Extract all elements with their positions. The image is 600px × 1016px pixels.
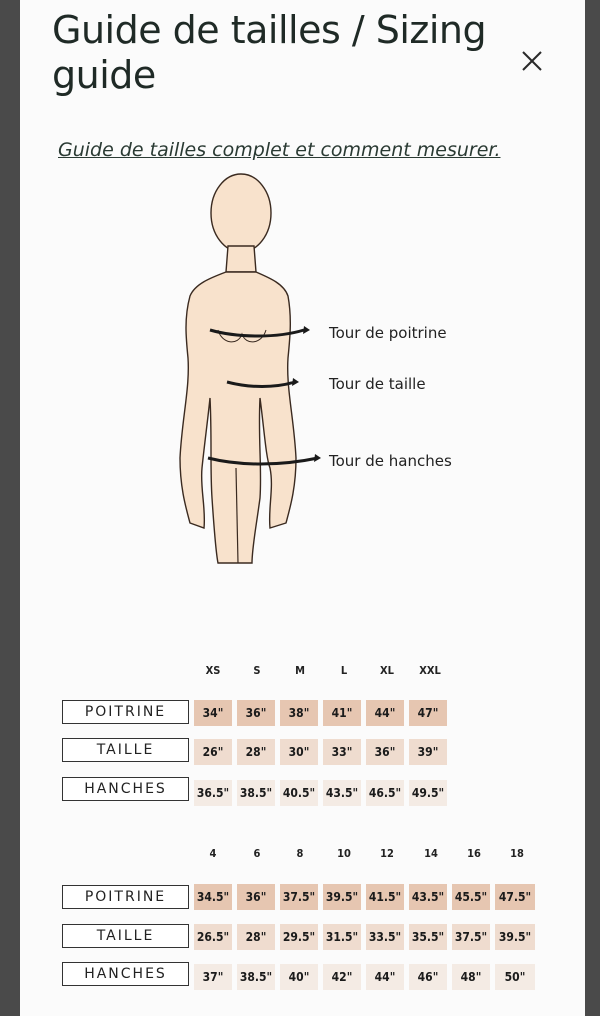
row-label-waist: TAILLE bbox=[62, 738, 189, 762]
table-cell: 37.5" bbox=[452, 924, 490, 950]
table-cell: 47.5" bbox=[495, 884, 535, 910]
table-cell: 41" bbox=[323, 700, 361, 726]
row-label-bust: POITRINE bbox=[62, 700, 189, 724]
table-cell: 44" bbox=[366, 964, 404, 990]
table-cell: 34" bbox=[194, 700, 232, 726]
size-header: XL bbox=[380, 664, 394, 677]
table-cell: 45.5" bbox=[452, 884, 490, 910]
table-cell: 43.5" bbox=[323, 780, 361, 806]
table-cell: 28" bbox=[237, 924, 275, 950]
close-icon bbox=[515, 44, 549, 78]
table-cell: 46" bbox=[409, 964, 447, 990]
size-header: 16 bbox=[467, 847, 481, 860]
row-label-waist: TAILLE bbox=[62, 924, 189, 948]
table-cell: 31.5" bbox=[323, 924, 361, 950]
table-cell: 39.5" bbox=[323, 884, 361, 910]
size-header: 4 bbox=[209, 847, 217, 860]
table-cell: 37" bbox=[194, 964, 232, 990]
table-cell: 46.5" bbox=[366, 780, 404, 806]
table-cell: 44" bbox=[366, 700, 404, 726]
size-header: XS bbox=[205, 664, 221, 677]
size-header: 6 bbox=[253, 847, 261, 860]
table-cell: 40" bbox=[280, 964, 318, 990]
table-cell: 33.5" bbox=[366, 924, 404, 950]
table-cell: 34.5" bbox=[194, 884, 232, 910]
size-header: 12 bbox=[380, 847, 394, 860]
size-header: S bbox=[253, 664, 261, 677]
sizing-guide-modal bbox=[20, 0, 585, 1016]
size-header: 10 bbox=[337, 847, 351, 860]
table-cell: 36.5" bbox=[194, 780, 232, 806]
size-header: 18 bbox=[510, 847, 524, 860]
size-header: L bbox=[340, 664, 348, 677]
table-cell: 50" bbox=[495, 964, 535, 990]
table-cell: 28" bbox=[237, 739, 275, 765]
full-size-guide-link[interactable]: Guide de tailles complet et comment mesurer. bbox=[58, 139, 501, 161]
table-cell: 39" bbox=[409, 739, 447, 765]
body-measurement-figure bbox=[150, 168, 330, 568]
hips-measure-label: Tour de hanches bbox=[329, 452, 452, 470]
size-header: 8 bbox=[296, 847, 304, 860]
table-cell: 36" bbox=[237, 884, 275, 910]
waist-measure-label: Tour de taille bbox=[329, 375, 426, 393]
table-cell: 38" bbox=[280, 700, 318, 726]
table-cell: 42" bbox=[323, 964, 361, 990]
table-cell: 41.5" bbox=[366, 884, 404, 910]
table-cell: 29.5" bbox=[280, 924, 318, 950]
size-header: XXL bbox=[419, 664, 441, 677]
table-cell: 36" bbox=[366, 739, 404, 765]
table-cell: 26" bbox=[194, 739, 232, 765]
table-cell: 47" bbox=[409, 700, 447, 726]
table-cell: 33" bbox=[323, 739, 361, 765]
table-cell: 26.5" bbox=[194, 924, 232, 950]
table-cell: 38.5" bbox=[237, 780, 275, 806]
table-cell: 35.5" bbox=[409, 924, 447, 950]
table-cell: 30" bbox=[280, 739, 318, 765]
size-header: M bbox=[295, 664, 305, 677]
table-cell: 40.5" bbox=[280, 780, 318, 806]
table-cell: 36" bbox=[237, 700, 275, 726]
table-cell: 39.5" bbox=[495, 924, 535, 950]
table-cell: 43.5" bbox=[409, 884, 447, 910]
bust-measure-label: Tour de poitrine bbox=[329, 324, 447, 342]
close-button[interactable] bbox=[515, 44, 549, 78]
row-label-bust: POITRINE bbox=[62, 885, 189, 909]
row-label-hips: HANCHES bbox=[62, 962, 189, 986]
size-header: 14 bbox=[424, 847, 438, 860]
table-cell: 48" bbox=[452, 964, 490, 990]
table-cell: 38.5" bbox=[237, 964, 275, 990]
modal-title: Guide de tailles / Sizing guide bbox=[52, 8, 487, 97]
table-cell: 49.5" bbox=[409, 780, 447, 806]
row-label-hips: HANCHES bbox=[62, 777, 189, 801]
table-cell: 37.5" bbox=[280, 884, 318, 910]
